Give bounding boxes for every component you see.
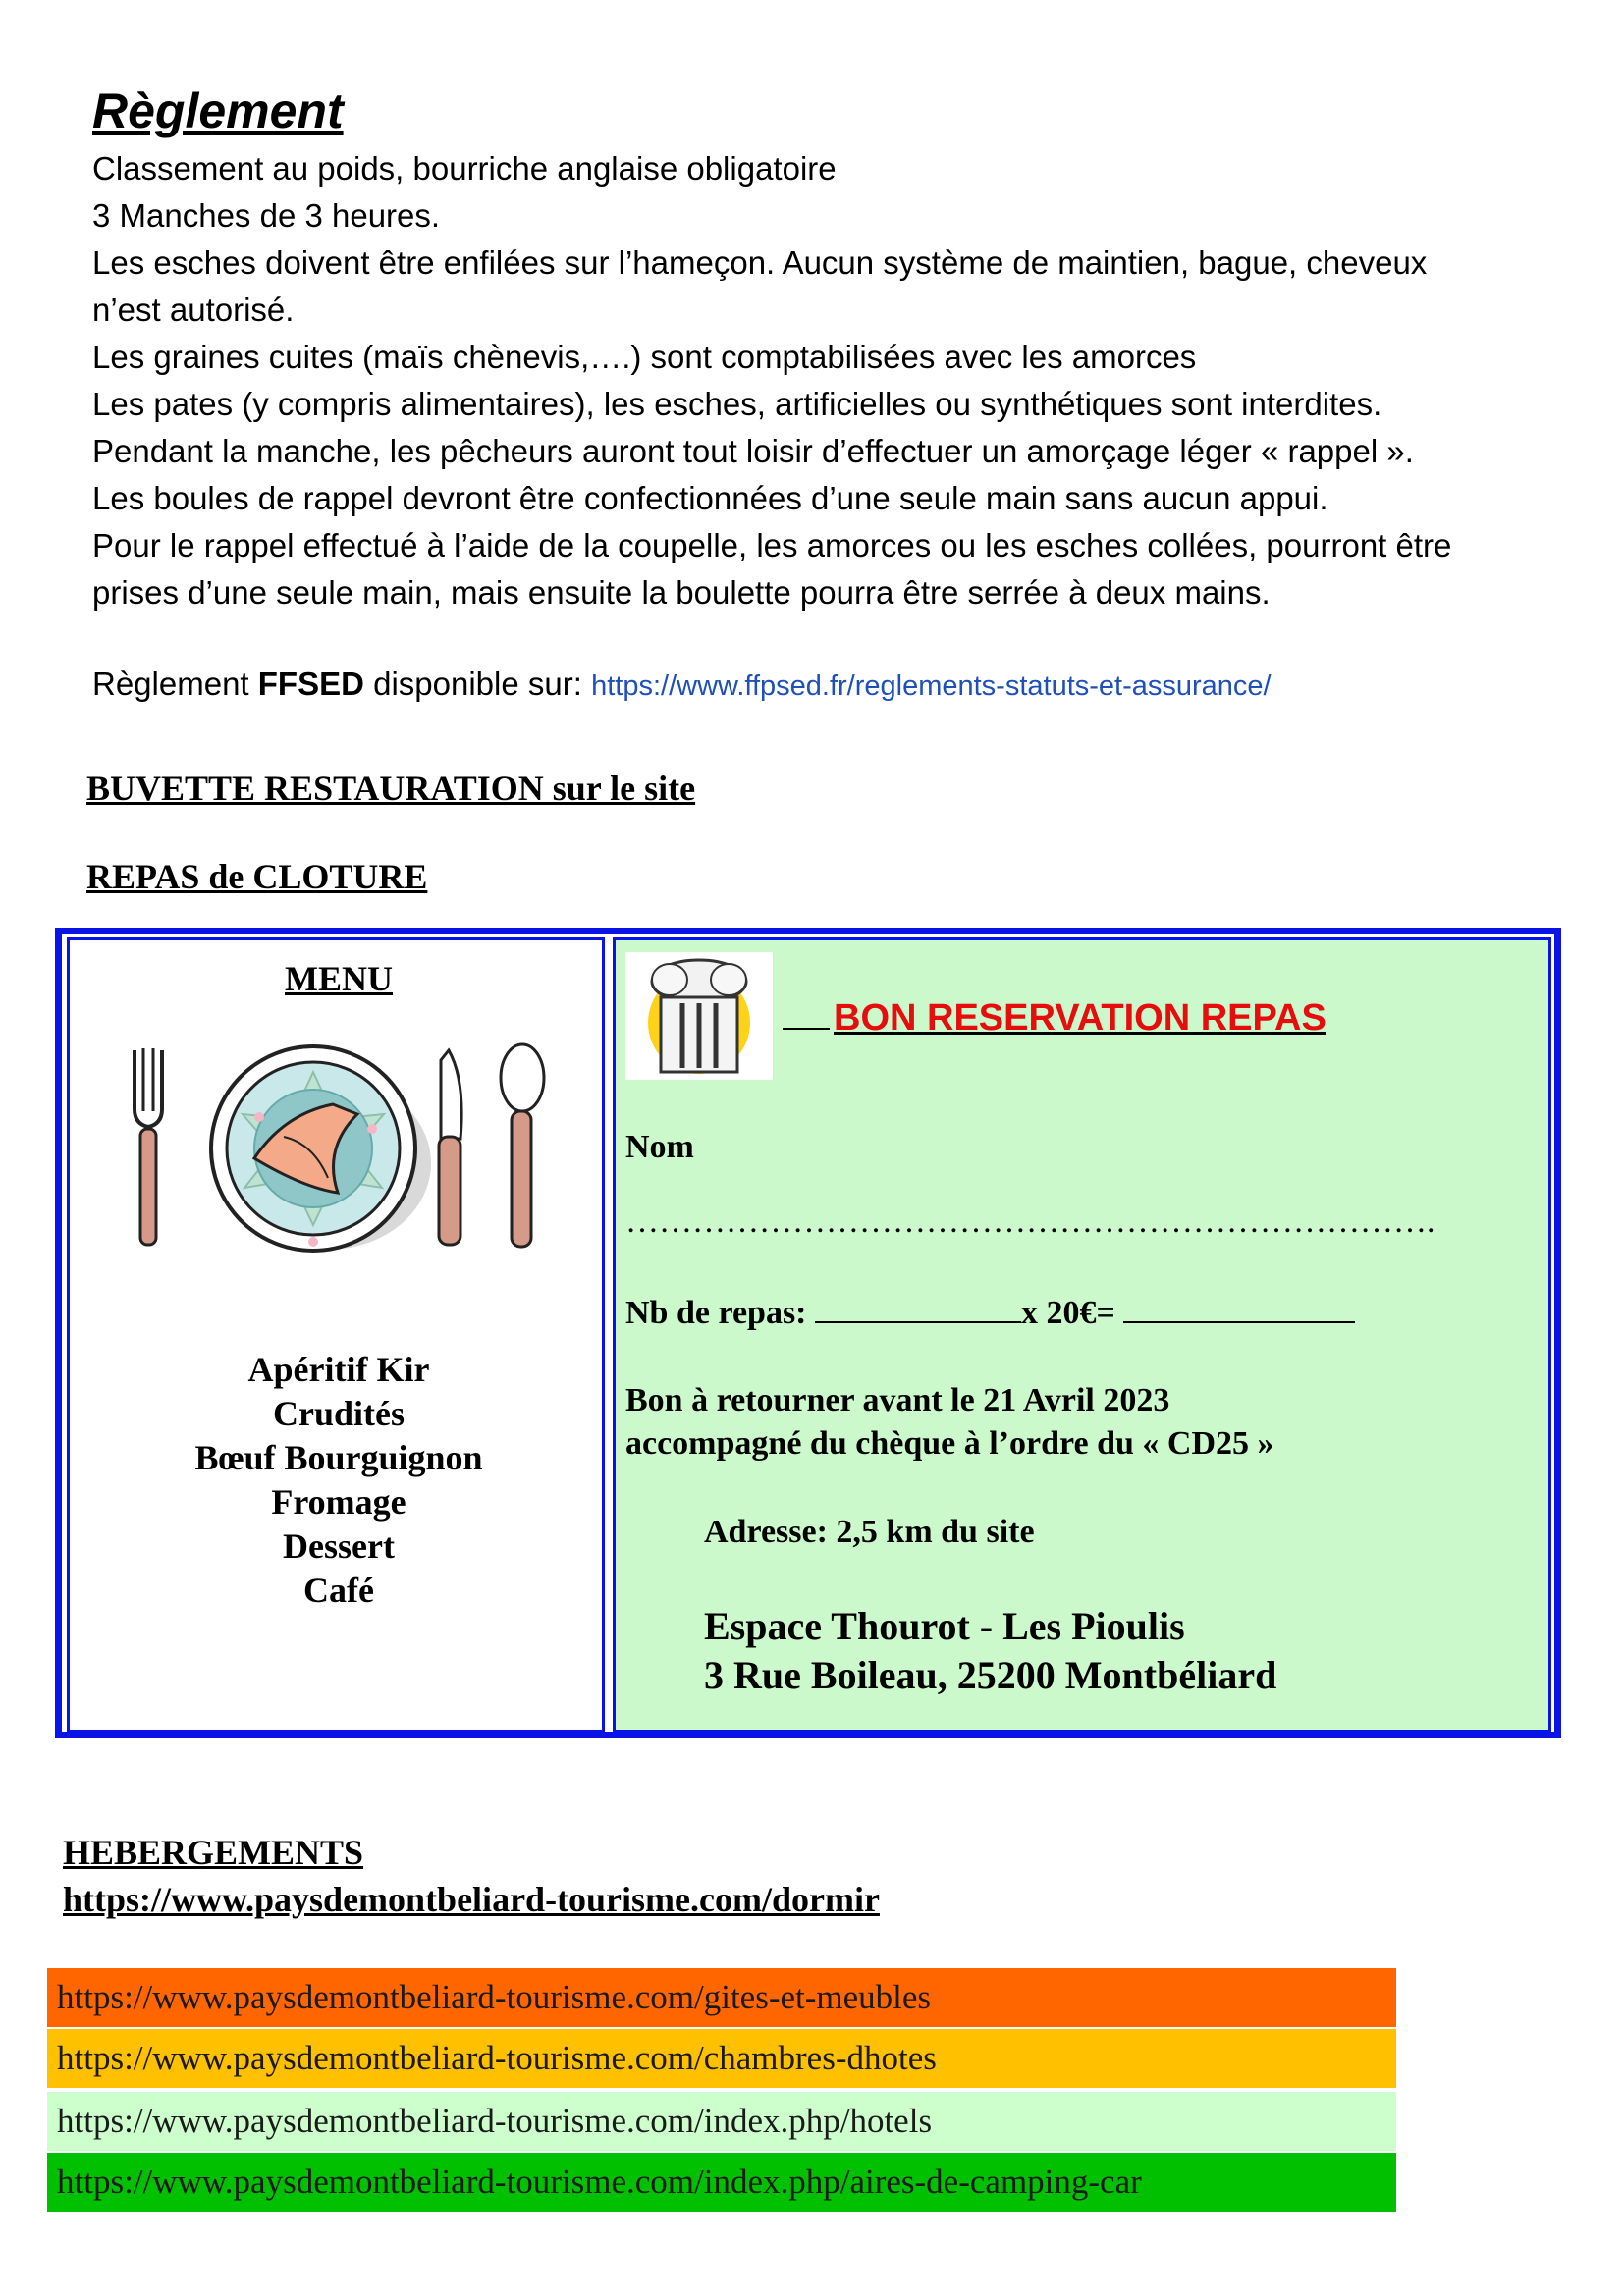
- total-field[interactable]: [1123, 1292, 1355, 1323]
- menu-item: Apéritif Kir: [247, 1350, 430, 1389]
- menu-item: Bœuf Bourguignon: [194, 1438, 483, 1477]
- address-label: Adresse: 2,5 km du site: [704, 1514, 1035, 1550]
- reservation-title: BON RESERVATION REPAS: [783, 997, 1326, 1040]
- nb-repas-label: Nb de repas:: [625, 1295, 815, 1331]
- link-row-chambres[interactable]: https://www.paysdemontbeliard-tourisme.com/chambres-dhotes: [47, 2029, 1396, 2088]
- rule-line: Classement au poids, bourriche anglaise obligatoire: [92, 150, 837, 187]
- buvette-heading: BUVETTE RESTAURATION sur le site: [86, 769, 696, 808]
- menu-panel: [67, 937, 605, 1733]
- menu-item: Dessert: [283, 1526, 395, 1566]
- hebergements-heading: HEBERGEMENTS: [63, 1833, 364, 1872]
- rule-line: Les graines cuites (maïs chènevis,….) sont comptabilisées avec les amorces: [92, 339, 1197, 375]
- venue-address: 3 Rue Boileau, 25200 Montbéliard: [704, 1653, 1277, 1697]
- nom-field[interactable]: ……………………………………………………………….: [625, 1203, 1435, 1240]
- rule-line: Pour le rappel effectué à l’aide de la coupelle, les amorces ou les esches collées, pourront être: [92, 527, 1452, 563]
- rule-line: n’est autorisé.: [92, 292, 295, 328]
- reglement-rules: [92, 145, 1565, 616]
- return-line-2: accompagné du chèque à l’ordre du « CD25 »: [625, 1425, 1274, 1462]
- return-line-1: Bon à retourner avant le 21 Avril 2023: [625, 1382, 1170, 1418]
- menu-item: Café: [303, 1571, 374, 1610]
- ffsed-prefix: Règlement: [92, 666, 258, 702]
- repas-heading: REPAS de CLOTURE: [86, 857, 428, 896]
- price-label: x 20€=: [1021, 1295, 1124, 1331]
- cutlery-chef-icon: [625, 952, 773, 1080]
- ffsed-rules-line: [92, 666, 1272, 703]
- rule-line: prises d’une seule main, mais ensuite la boulette pourra être serrée à deux mains.: [92, 574, 1271, 611]
- reservation-panel: [613, 937, 1551, 1733]
- rule-line: Pendant la manche, les pêcheurs auront tout loisir d’effectuer un amorçage léger « rappel ».: [92, 433, 1414, 469]
- link-row-gites[interactable]: https://www.paysdemontbeliard-tourisme.com/gites-et-meubles: [47, 1968, 1396, 2027]
- place-setting-icon: [117, 1021, 568, 1256]
- rule-line: Les esches doivent être enfilées sur l’hameçon. Aucun système de maintien, bague, cheveux: [92, 244, 1428, 281]
- rule-line: Les pates (y compris alimentaires), les esches, artificielles ou synthétiques sont interdites.: [92, 386, 1382, 422]
- nb-repas-field[interactable]: [815, 1292, 1021, 1323]
- nom-label: Nom: [625, 1129, 694, 1165]
- ffsed-suffix: disponible sur:: [363, 666, 592, 702]
- ffsed-link[interactable]: https://www.ffpsed.fr/reglements-statuts-et-assurance/: [591, 670, 1272, 702]
- hebergements-main-link[interactable]: https://www.paysdemontbeliard-tourisme.com/dormir: [63, 1880, 880, 1919]
- nb-repas-line: [625, 1292, 1355, 1332]
- rule-line: 3 Manches de 3 heures.: [92, 197, 441, 234]
- ffsed-name: FFSED: [257, 666, 364, 702]
- menu-item: Fromage: [271, 1482, 406, 1522]
- menu-title: MENU: [285, 959, 393, 998]
- link-row-hotels[interactable]: https://www.paysdemontbeliard-tourisme.com/index.php/hotels: [47, 2092, 1396, 2151]
- reglement-title: Règlement: [92, 83, 344, 138]
- venue-name: Espace Thourot - Les Pioulis: [704, 1604, 1185, 1648]
- rule-line: Les boules de rappel devront être confectionnées d’une seule main sans aucun appui.: [92, 480, 1328, 516]
- menu-item: Crudités: [273, 1394, 405, 1433]
- menu-items: [70, 1348, 608, 1613]
- link-row-camping-car[interactable]: https://www.paysdemontbeliard-tourisme.com/index.php/aires-de-camping-car: [47, 2153, 1396, 2212]
